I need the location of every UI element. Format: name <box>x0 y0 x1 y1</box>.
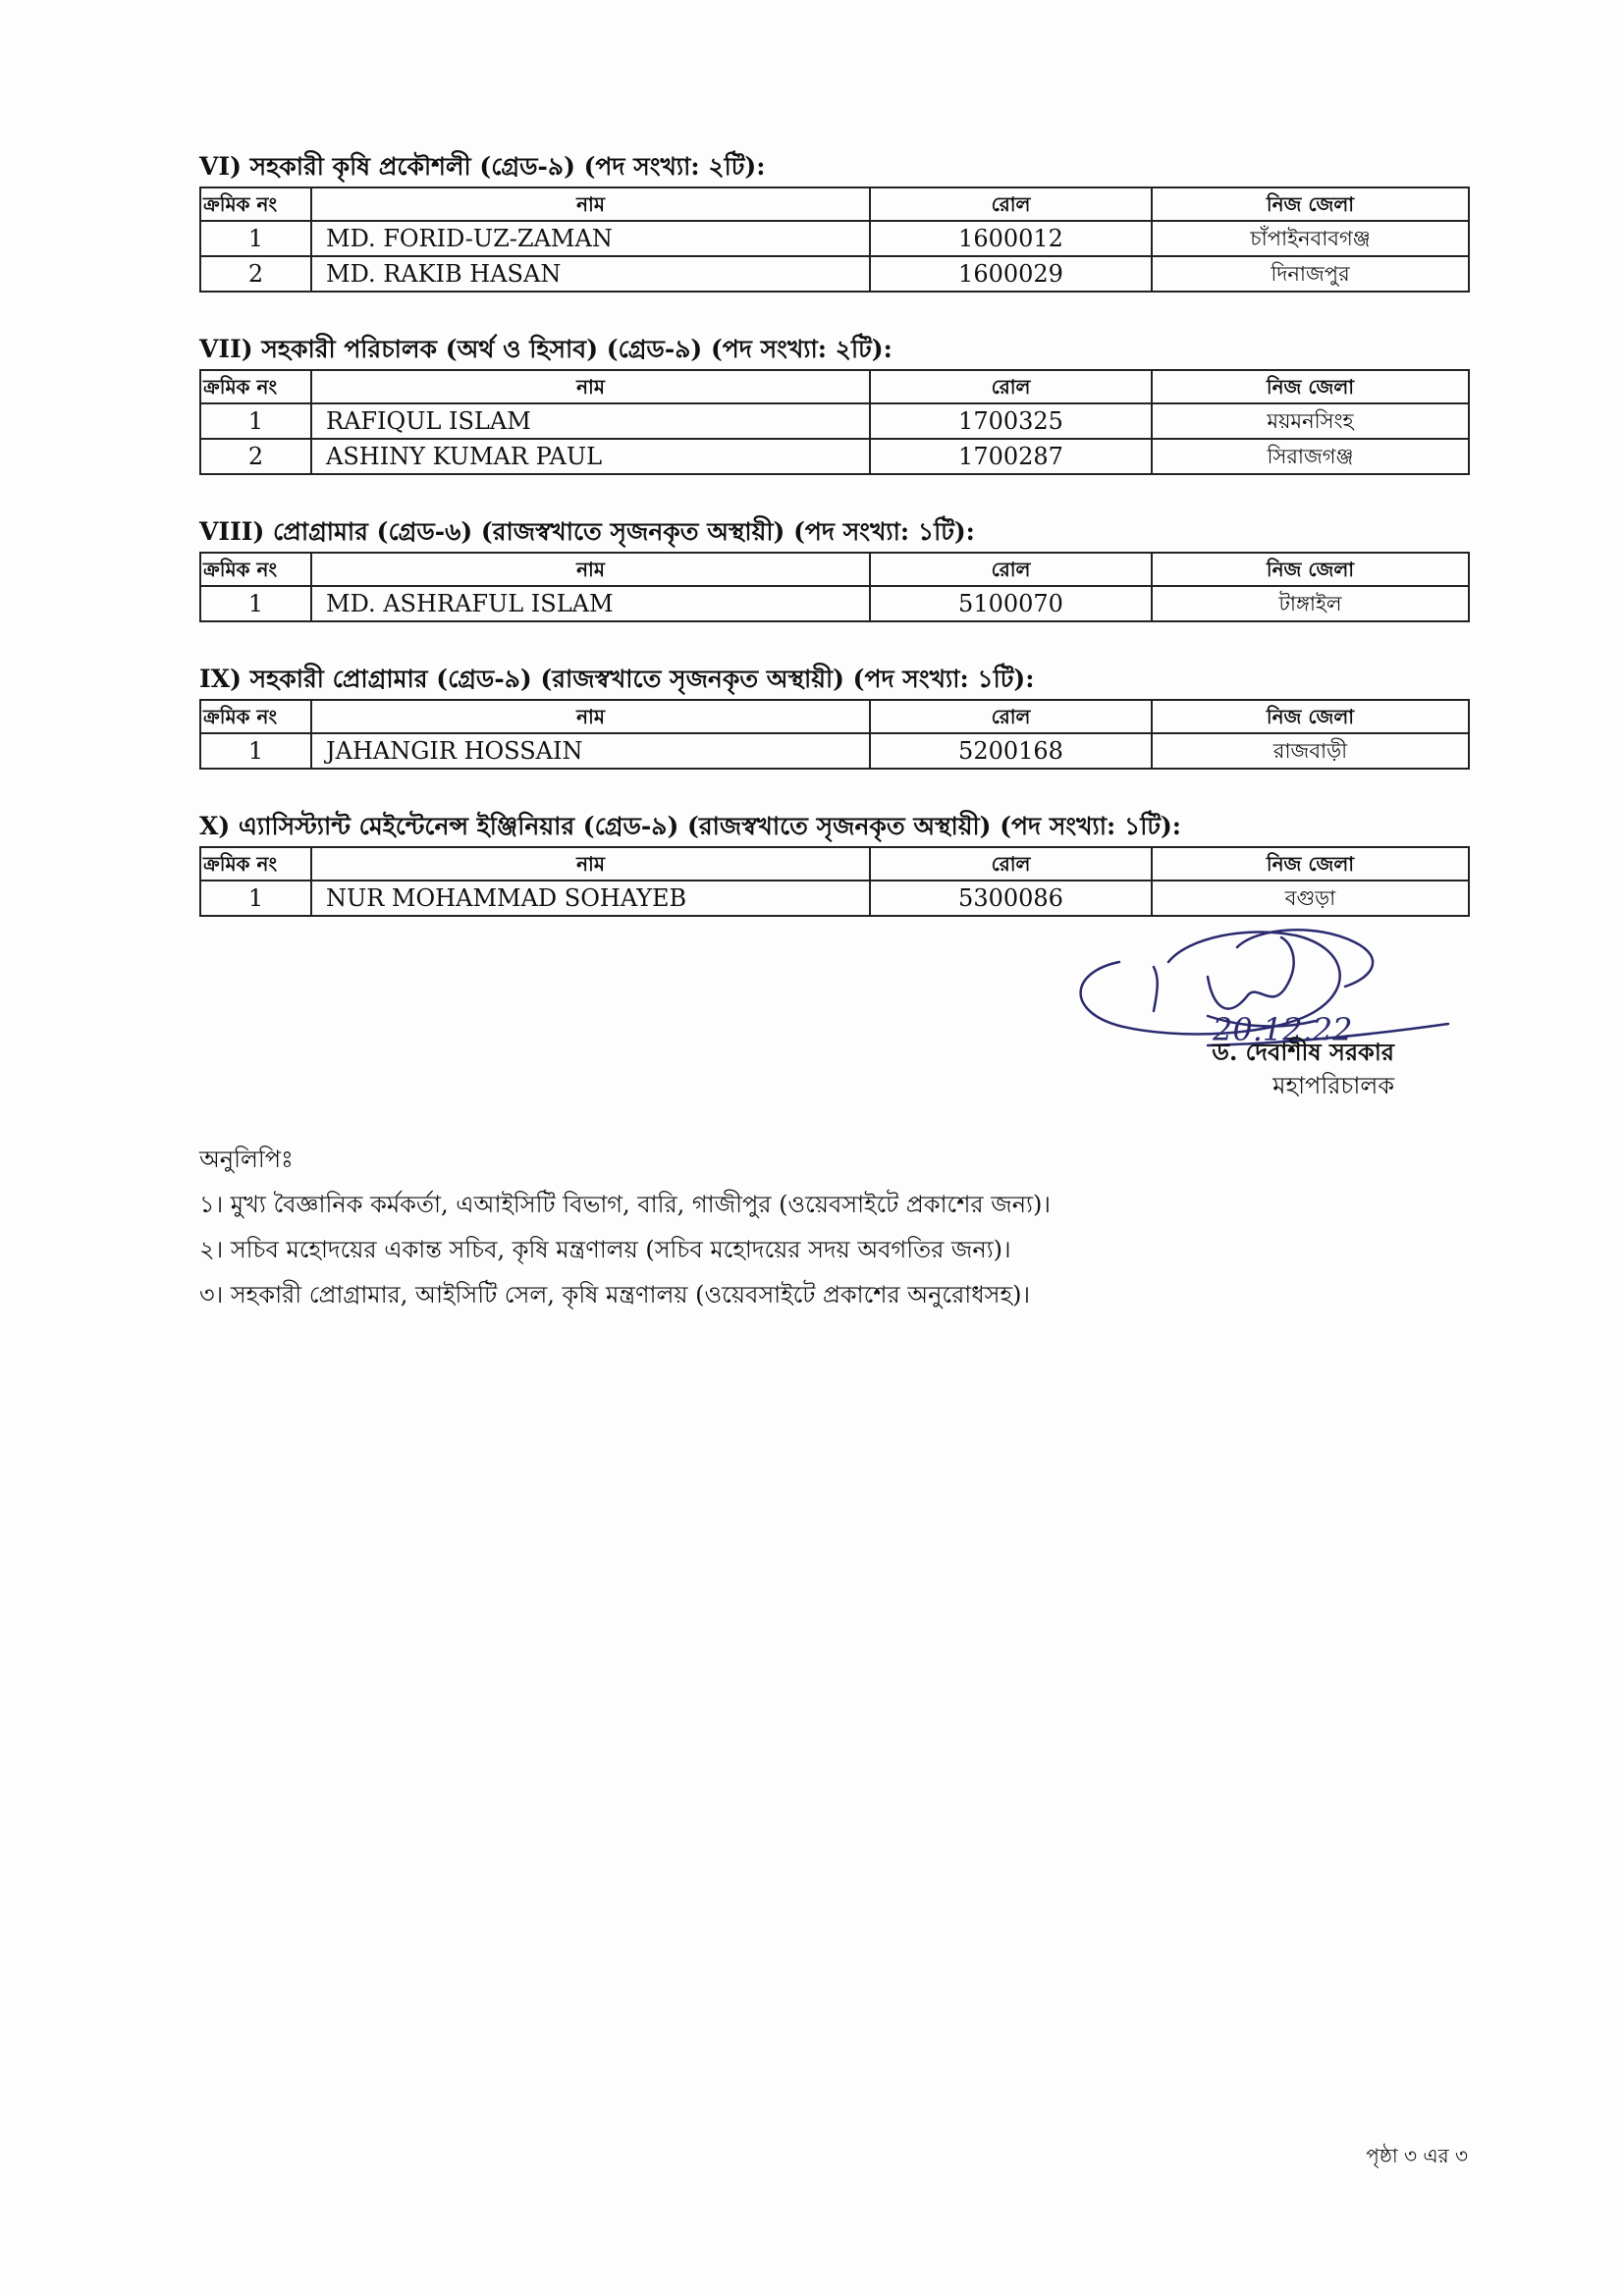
cell-serial: 1 <box>200 221 311 256</box>
cell-serial: 2 <box>200 439 311 474</box>
header-district: নিজ জেলা <box>1152 187 1469 221</box>
result-table <box>199 369 1470 475</box>
section-title: IX) সহকারী প্রোগ্রামার (গ্রেড-৯) (রাজস্বখাতে সৃজনকৃত অস্থায়ী) (পদ সংখ্যা: ১টি): <box>199 665 1035 693</box>
result-table <box>199 846 1470 917</box>
header-name: নাম <box>311 553 870 586</box>
header-serial: ক্রমিক নং <box>200 847 311 881</box>
cell-serial: 1 <box>200 586 311 621</box>
header-district: নিজ জেলা <box>1152 700 1469 733</box>
result-table <box>199 699 1470 770</box>
header-roll: রোল <box>870 553 1152 586</box>
cell-name: RAFIQUL ISLAM <box>311 403 870 439</box>
section-title: X) এ্যাসিস্ট্যান্ট মেইন্টেনেন্স ইঞ্জিনিয়ার (গ্রেড-৯) (রাজস্বখাতে সৃজনকৃত অস্থায়ী) (পদ সংখ্যা: ১টি): <box>199 812 1182 840</box>
table-row <box>200 256 1469 292</box>
header-roll: রোল <box>870 370 1152 403</box>
header-name: নাম <box>311 700 870 733</box>
header-serial: ক্রমিক নং <box>200 370 311 403</box>
table-row <box>200 733 1469 769</box>
header-district: নিজ জেলা <box>1152 370 1469 403</box>
section-vi <box>199 147 1468 293</box>
section-title: VIII) প্রোগ্রামার (গ্রেড-৬) (রাজস্বখাতে সৃজনকৃত অস্থায়ী) (পদ সংখ্যা: ১টি): <box>199 517 975 546</box>
cell-serial: 2 <box>200 256 311 292</box>
result-table <box>199 187 1470 293</box>
table-row <box>200 881 1469 916</box>
cell-name: MD. RAKIB HASAN <box>311 256 870 292</box>
section-title: VI) সহকারী কৃষি প্রকৌশলী (গ্রেড-৯) (পদ সংখ্যা: ২টি): <box>199 152 766 181</box>
signature-stroke <box>1208 937 1294 1009</box>
cell-roll: 1600029 <box>870 256 1152 292</box>
signer-designation: মহাপরিচালক <box>1272 1072 1394 1099</box>
document-body <box>199 147 1468 954</box>
header-roll: রোল <box>870 700 1152 733</box>
cell-roll: 5300086 <box>870 881 1152 916</box>
table-header-row <box>200 370 1469 403</box>
cell-name: MD. ASHRAFUL ISLAM <box>311 586 870 621</box>
header-serial: ক্রমিক নং <box>200 553 311 586</box>
cell-name: NUR MOHAMMAD SOHAYEB <box>311 881 870 916</box>
cell-roll: 1700287 <box>870 439 1152 474</box>
copy-item: ৩। সহকারী প্রোগ্রামার, আইসিটি সেল, কৃষি মন্ত্রণালয় (ওয়েবসাইটে প্রকাশের অনুরোধসহ)। <box>199 1281 1031 1308</box>
cell-serial: 1 <box>200 403 311 439</box>
table-header-row <box>200 553 1469 586</box>
copies-section <box>199 1137 1476 1317</box>
cell-name: ASHINY KUMAR PAUL <box>311 439 870 474</box>
cell-district: রাজবাড়ী <box>1152 733 1469 769</box>
signature-stroke <box>1154 967 1158 1011</box>
cell-roll: 1600012 <box>870 221 1152 256</box>
cell-district: দিনাজপুর <box>1152 256 1469 292</box>
copy-item: ১। মুখ্য বৈজ্ঞানিক কর্মকর্তা, এআইসিটি বিভাগ, বারি, গাজীপুর (ওয়েবসাইটে প্রকাশের জন্য)। <box>199 1191 1051 1218</box>
cell-roll: 1700325 <box>870 403 1152 439</box>
table-row <box>200 221 1469 256</box>
result-table <box>199 552 1470 622</box>
copies-heading: অনুলিপিঃ <box>199 1146 294 1173</box>
cell-district: ময়মনসিংহ <box>1152 403 1469 439</box>
header-serial: ক্রমিক নং <box>200 187 311 221</box>
section-vii <box>199 330 1468 475</box>
cell-roll: 5200168 <box>870 733 1152 769</box>
cell-serial: 1 <box>200 881 311 916</box>
header-roll: রোল <box>870 847 1152 881</box>
header-name: নাম <box>311 370 870 403</box>
signer-name: ড. দেবাশীষ সরকার <box>1212 1038 1394 1066</box>
header-district: নিজ জেলা <box>1152 847 1469 881</box>
table-header-row <box>200 847 1469 881</box>
cell-serial: 1 <box>200 733 311 769</box>
header-name: নাম <box>311 187 870 221</box>
table-row <box>200 403 1469 439</box>
cell-roll: 5100070 <box>870 586 1152 621</box>
cell-name: JAHANGIR HOSSAIN <box>311 733 870 769</box>
cell-district: চাঁপাইনবাবগঞ্জ <box>1152 221 1469 256</box>
section-viii <box>199 512 1468 622</box>
table-row <box>200 586 1469 621</box>
header-district: নিজ জেলা <box>1152 553 1469 586</box>
header-serial: ক্রমিক নং <box>200 700 311 733</box>
table-header-row <box>200 700 1469 733</box>
table-row <box>200 439 1469 474</box>
header-name: নাম <box>311 847 870 881</box>
cell-district: বগুড়া <box>1152 881 1469 916</box>
cell-name: MD. FORID-UZ-ZAMAN <box>311 221 870 256</box>
table-header-row <box>200 187 1469 221</box>
page-number: পৃষ্ঠা ৩ এর ৩ <box>1366 2144 1468 2167</box>
signature-date: 20.12.22 <box>1213 1011 1353 1048</box>
section-ix <box>199 660 1468 770</box>
section-x <box>199 807 1468 917</box>
cell-district: টাঙ্গাইল <box>1152 586 1469 621</box>
header-roll: রোল <box>870 187 1152 221</box>
signer-block <box>1139 1036 1394 1102</box>
cell-district: সিরাজগঞ্জ <box>1152 439 1469 474</box>
copy-item: ২। সচিব মহোদয়ের একান্ত সচিব, কৃষি মন্ত্রণালয় (সচিব মহোদয়ের সদয় অবগতির জন্য)। <box>199 1236 1011 1263</box>
section-title: VII) সহকারী পরিচালক (অর্থ ও হিসাব) (গ্রেড-৯) (পদ সংখ্যা: ২টি): <box>199 335 893 363</box>
